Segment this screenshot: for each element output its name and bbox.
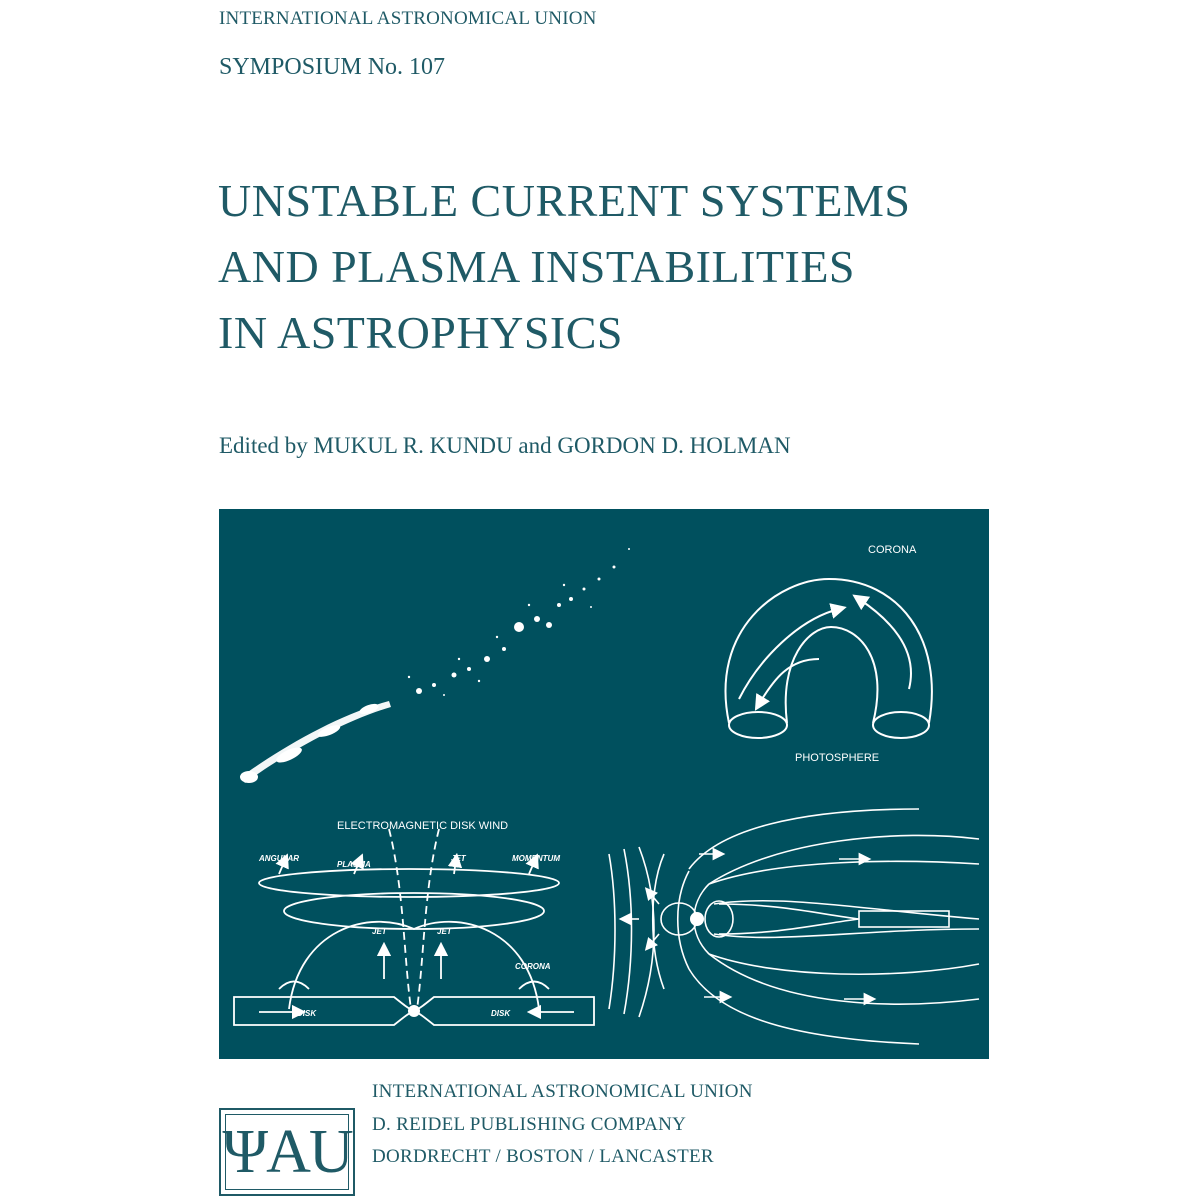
label-corona-top: CORONA: [868, 544, 917, 556]
label-angular: ANGULAR: [259, 854, 299, 863]
coronal-loop-diagram: [725, 579, 931, 738]
label-plasma: PLASMA: [337, 860, 371, 869]
radio-jet-image: [240, 548, 630, 783]
label-photosphere: PHOTOSPHERE: [795, 752, 880, 764]
label-disk-left: DISK: [297, 1009, 317, 1018]
magnetized-star: [690, 912, 704, 926]
book-title: [218, 168, 910, 366]
label-corona-small: CORONA: [515, 962, 551, 971]
label-jet-top: JET: [451, 854, 466, 863]
title-line-2: AND PLASMA INSTABILITIES: [218, 241, 855, 292]
central-object: [408, 1005, 420, 1017]
title-line-3: IN ASTROPHYSICS: [218, 307, 623, 358]
label-disk-right: DISK: [491, 1009, 511, 1018]
publisher-line-3: DORDRECHT / BOSTON / LANCASTER: [372, 1146, 714, 1167]
label-disk-wind: ELECTROMAGNETIC DISK WIND: [337, 820, 509, 832]
cover-figure-panel: [219, 509, 989, 1059]
publisher-block: [372, 1076, 753, 1174]
iau-logo: [219, 1108, 355, 1196]
editors-line: Edited by MUKUL R. KUNDU and GORDON D. HOLMAN: [219, 433, 791, 458]
symposium-number: SYMPOSIUM No. 107: [219, 54, 446, 80]
label-momentum: MOMENTUM: [512, 854, 560, 863]
title-line-1: UNSTABLE CURRENT SYSTEMS: [218, 175, 911, 226]
cover-figure: [219, 509, 989, 1059]
iau-logo-mark: ΨAU: [225, 1114, 349, 1190]
magnetosphere-diagram: [609, 809, 979, 1044]
publisher-line-2: D. REIDEL PUBLISHING COMPANY: [372, 1113, 687, 1135]
label-jet-left: JET: [372, 927, 387, 936]
publisher-line-1: INTERNATIONAL ASTRONOMICAL UNION: [372, 1081, 753, 1102]
series-name: INTERNATIONAL ASTRONOMICAL UNION: [219, 8, 597, 29]
label-jet-right: JET: [437, 927, 452, 936]
